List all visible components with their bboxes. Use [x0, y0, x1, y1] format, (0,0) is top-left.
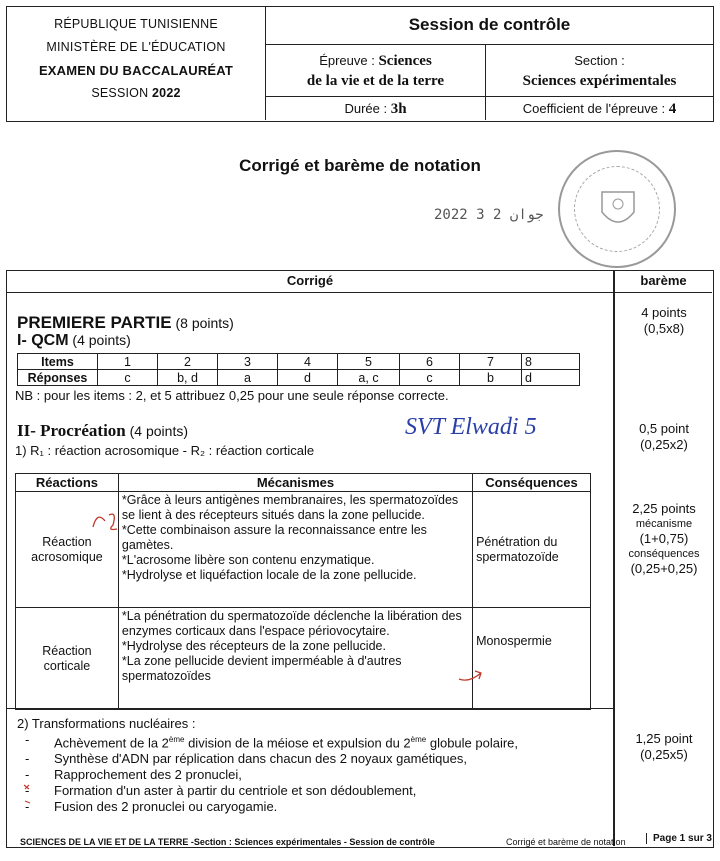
list-item: - Synthèse d'ADN par réplication dans chacun des 2 noyaux gamétiques, [21, 751, 611, 767]
consequence-cell: Pénétration du spermatozoïde [473, 492, 591, 608]
qcm-item: 7 [460, 354, 522, 370]
emblem-icon [598, 188, 638, 232]
exam-info-block [266, 7, 713, 120]
qcm-items-row [18, 354, 580, 370]
list-item: - Achèvement de la 2ème division de la méiose et expulsion du 2ème globule polaire, [21, 732, 611, 751]
list-item: - Fusion des 2 pronuclei ou caryogamie. [21, 799, 611, 815]
qcm-table [17, 353, 580, 386]
items-label: Items [18, 354, 98, 370]
mechanism-item: *L'acrosome libère son contenu enzymatique. [121, 553, 375, 567]
table-header [7, 271, 712, 293]
answers-label: Réponses [18, 370, 98, 386]
qcm-answers-row [18, 370, 580, 386]
reaction-name: Réaction corticale [16, 608, 119, 710]
qcm-answer: c [98, 370, 158, 386]
exam-label: EXAMEN DU BACCALAURÉAT [38, 63, 234, 78]
mechanisms-bareme: 2,25 points mécanisme (1+0,75) conséquences (0,25+0,25) [628, 501, 700, 576]
epreuve-value-1: Sciences [378, 53, 432, 69]
qcm-item: 2 [158, 354, 218, 370]
reaction-name: Réaction acrosomique [16, 492, 119, 608]
ministry-block [7, 7, 266, 120]
duree-value: 3h [390, 101, 407, 117]
official-seal-icon [558, 150, 676, 268]
section-cell [486, 45, 713, 97]
mechanism-item: *Hydrolyse et liquéfaction locale de la zone pellucide. [121, 568, 417, 582]
handwritten-watermark: SVT Elwadi 5 [405, 414, 537, 440]
qcm-item: 6 [400, 354, 460, 370]
coef-value: 4 [668, 101, 677, 117]
page-number: Page 1 sur 3 [646, 833, 712, 844]
mechanism-item: *Cette combinaison assure la reconnaissance entre les gamètes. [121, 523, 427, 552]
duree-cell [266, 97, 486, 120]
mechanism-item: *La pénétration du spermatozoïde déclenche la libération des enzymes corticaux dans l'espace périovocytaire. [121, 609, 462, 638]
mechanism-item: *Hydrolyse des récepteurs de la zone pellucide. [121, 639, 386, 653]
section-label: Section : [574, 53, 625, 68]
red-arrow-icon [457, 667, 485, 687]
qcm-item: 5 [338, 354, 400, 370]
part1-title: PREMIERE PARTIE (8 points) [17, 313, 234, 332]
mechanisms-header-row [16, 474, 591, 492]
q1-bareme: 0,5 point (0,25x2) [639, 421, 689, 452]
date-stamp: 2022 جوان 2 3 [434, 207, 544, 223]
reactions-header: Réactions [16, 474, 119, 492]
epreuve-label: Épreuve : [319, 53, 379, 68]
procreation-q1: 1) R₁ : réaction acrosomique - R₂ : réaction corticale [15, 443, 315, 458]
footer-middle: Corrigé et barème de notation [506, 837, 626, 847]
q2-list [21, 732, 611, 815]
red-pen-mark-icon [87, 507, 127, 537]
qcm-answer: a [218, 370, 278, 386]
mechanism-cell [118, 492, 472, 608]
qcm-title: I- QCM (4 points) [17, 332, 131, 349]
correction-table [6, 270, 714, 848]
mecanismes-header: Mécanismes [118, 474, 472, 492]
footer-left: SCIENCES DE LA VIE ET DE LA TERRE -Section : Sciences expérimentales - Session de contrôle [20, 837, 435, 847]
coef-cell [486, 97, 713, 120]
mechanism-item: *Grâce à leurs antigènes membranaires, les spermatozoïdes se lient à des récepteurs situés dans la zone pellucide. [121, 493, 459, 522]
q2-bareme: 1,25 point (0,25x5) [635, 731, 693, 762]
republic-label: RÉPUBLIQUE TUNISIENNE [54, 17, 218, 31]
list-item: - Formation d'un aster à partir du centriole et son dédoublement, [21, 783, 611, 799]
page-title: Corrigé et barème de notation [239, 156, 481, 175]
qcm-item: 1 [98, 354, 158, 370]
session-line [7, 82, 265, 105]
ministry-label: MINISTÈRE DE L'ÉDUCATION [46, 40, 226, 54]
q2-title: 2) Transformations nucléaires : [17, 716, 196, 731]
section-value: Sciences expérimentales [522, 73, 677, 89]
consequences-header: Conséquences [473, 474, 591, 492]
qcm-note: NB : pour les items : 2, et 5 attribuez 0,25 pour une seule réponse correcte. [15, 388, 449, 403]
qcm-item: 3 [218, 354, 278, 370]
table-row [16, 608, 591, 710]
qcm-answer: b [460, 370, 522, 386]
corrige-header: Corrigé [286, 273, 334, 288]
qcm-item: 8 [522, 354, 580, 370]
qcm-answer: d [522, 370, 580, 386]
mechanism-cell [118, 608, 472, 710]
epreuve-value-2: de la vie et de la terre [306, 73, 445, 89]
section-divider [7, 708, 613, 709]
epreuve-cell [266, 45, 486, 97]
procreation-title: II- Procréation (4 points) [17, 421, 188, 440]
consequence-cell: Monospermie [473, 608, 591, 710]
session-year: 2022 [152, 86, 181, 100]
coef-label: Coefficient de l'épreuve : [522, 101, 669, 116]
exam-header [6, 6, 714, 122]
qcm-answer: d [278, 370, 338, 386]
session-label: SESSION [91, 86, 153, 100]
list-item: - Rapprochement des 2 pronuclei, [21, 767, 611, 783]
qcm-item: 4 [278, 354, 338, 370]
qcm-bareme: 4 points (0,5x8) [641, 305, 687, 336]
qcm-answer: c [400, 370, 460, 386]
duree-label: Durée : [344, 101, 391, 116]
session-type: Session de contrôle [266, 7, 713, 45]
qcm-answer: b, d [158, 370, 218, 386]
red-tick-icon [21, 779, 37, 809]
mechanism-item: *La zone pellucide devient imperméable à d'autres spermatozoïdes [121, 654, 402, 683]
bareme-header: barème [640, 273, 687, 288]
qcm-answer: a, c [338, 370, 400, 386]
page-footer [6, 831, 714, 849]
